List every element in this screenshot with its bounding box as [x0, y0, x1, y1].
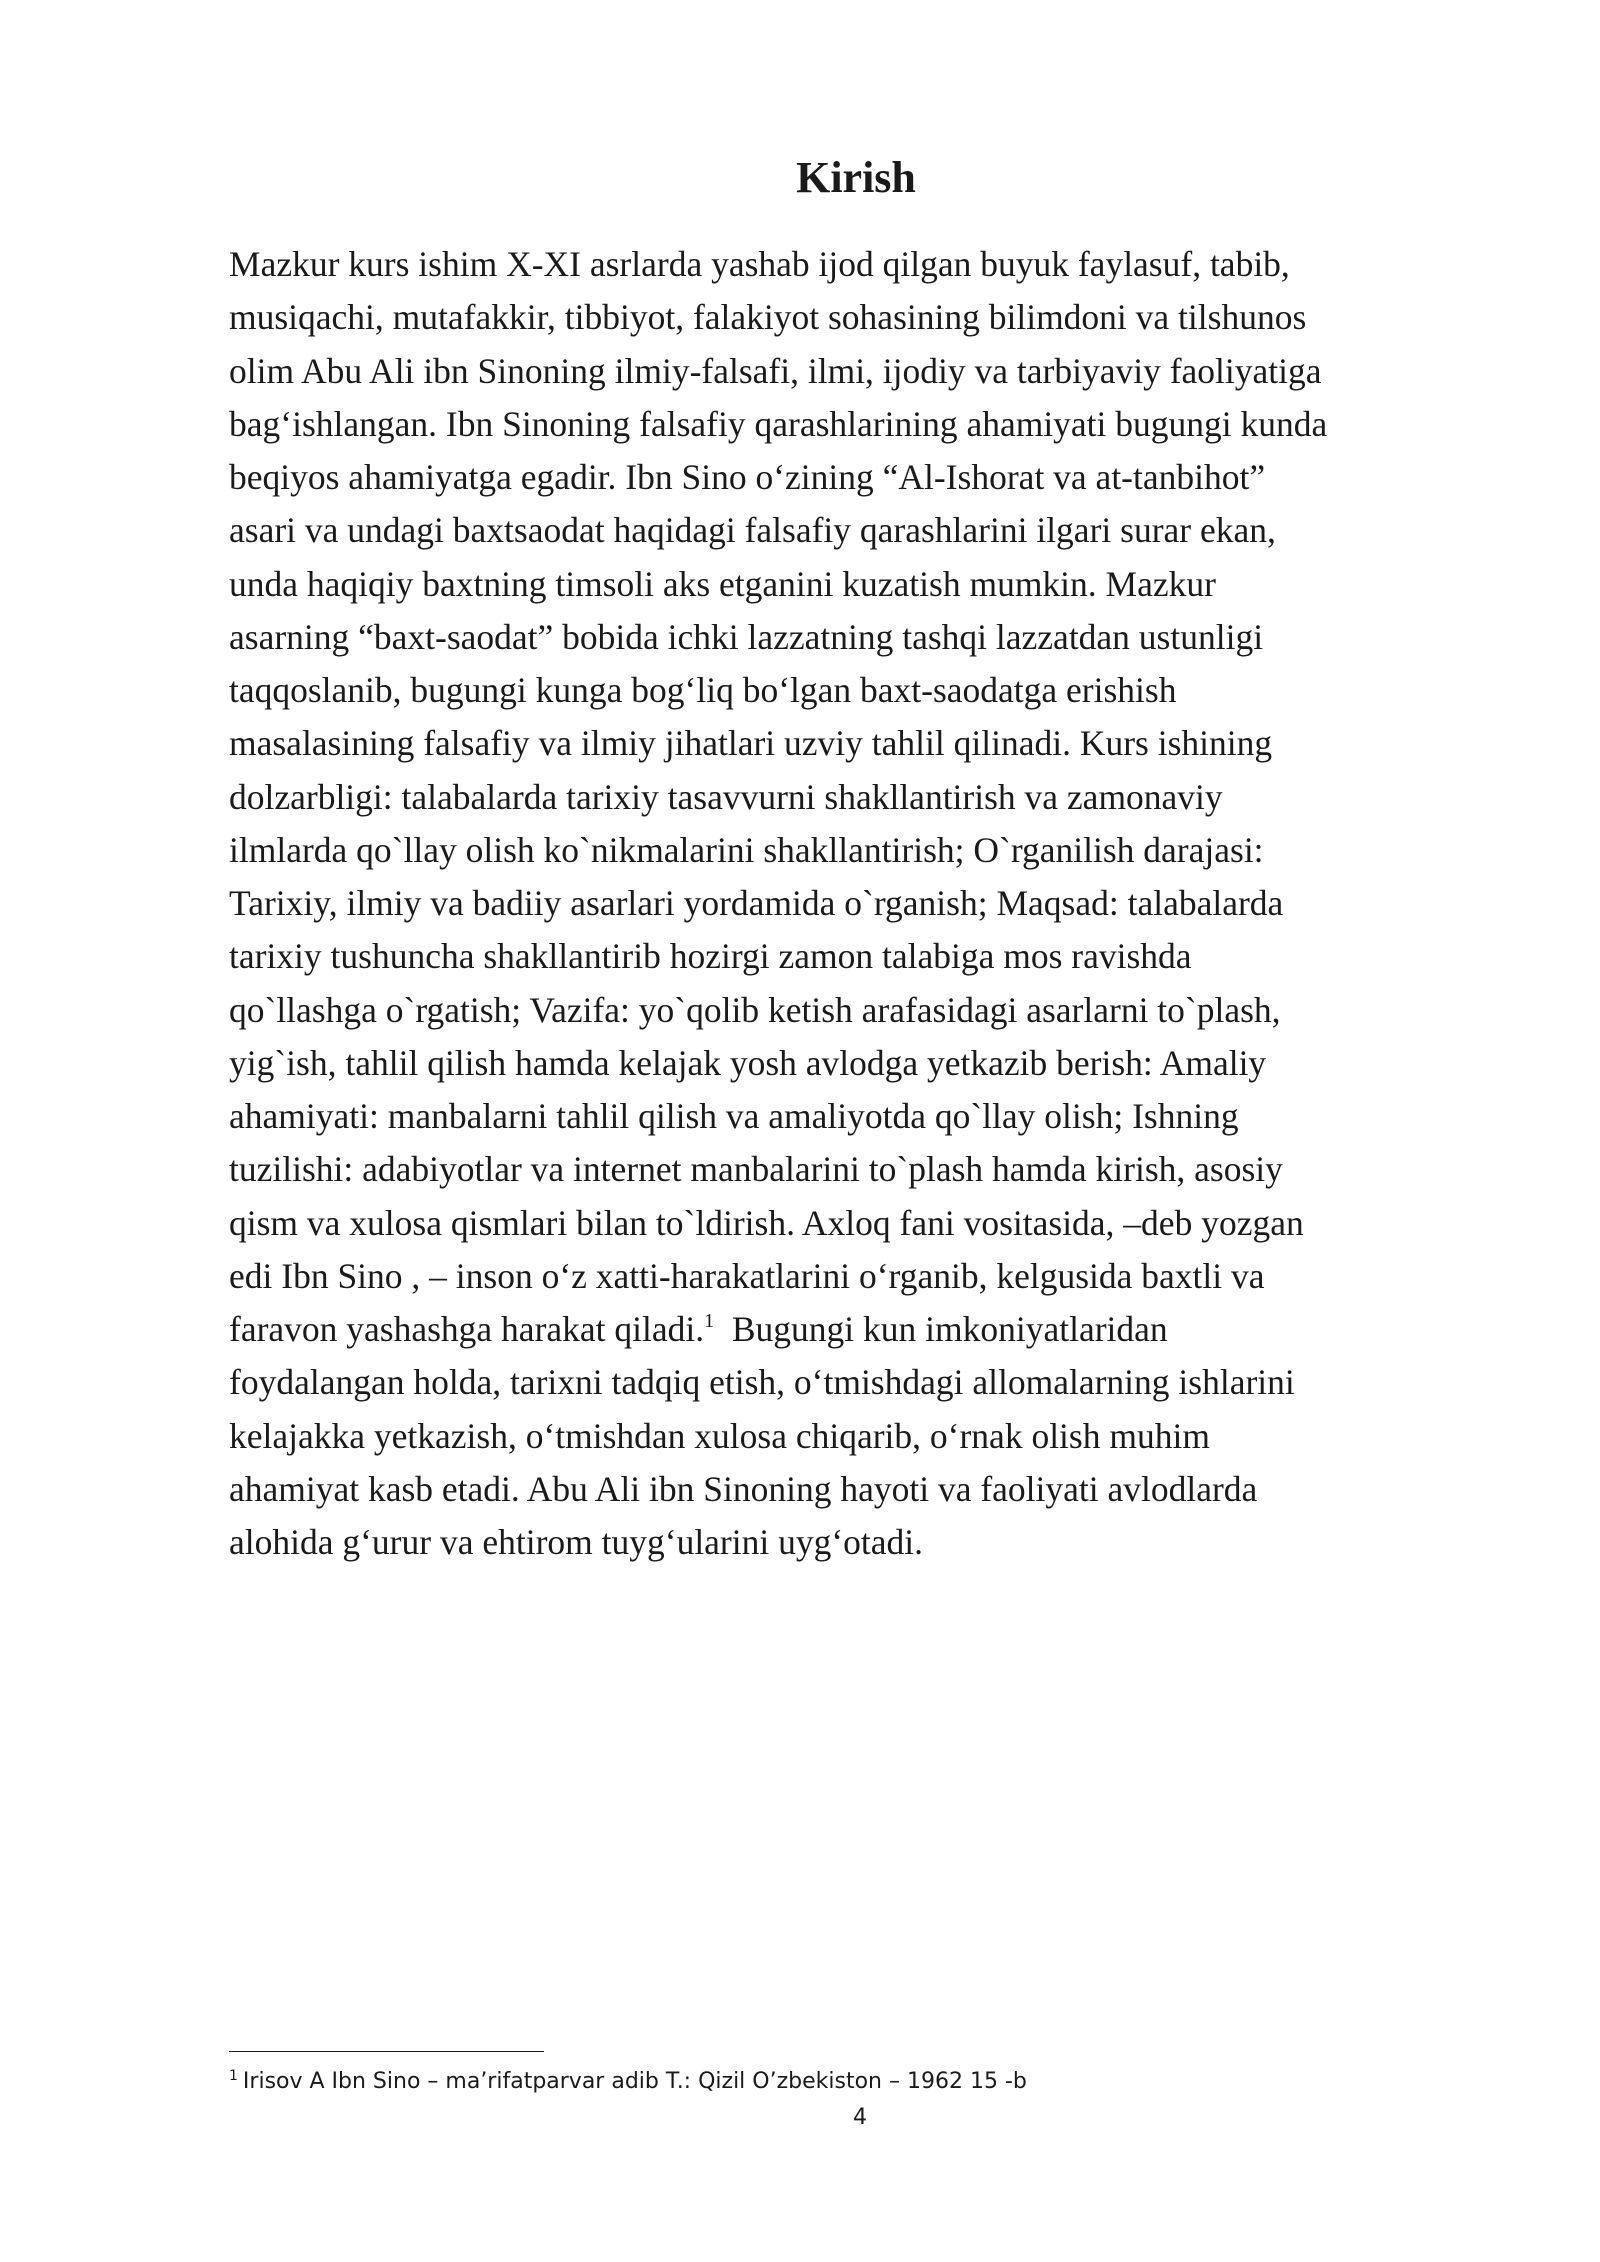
body-line: masalasining falsafiy va ilmiy jihatlari uzviy tahlil qilinadi. Kurs ishining	[229, 723, 1273, 764]
body-line: ahamiyat kasb etadi. Abu Ali ibn Sinoning hayoti va faoliyati avlodlarda	[229, 1468, 1258, 1509]
body-line: asarning “baxt-saodat” bobida ichki lazzatning tashqi lazzatdan ustunligi	[229, 616, 1264, 657]
page-title: Kirish	[796, 153, 916, 202]
body-line: Mazkur kurs ishim X-XI asrlarda yashab ijod qilgan buyuk faylasuf, tabib,	[229, 244, 1290, 284]
body-line: Tarixiy, ilmiy va badiiy asarlari yordamida o`rganish; Maqsad: talabalarda	[229, 883, 1284, 923]
footnote	[229, 2068, 1027, 2096]
body-line-segment: Bugungi kun imkoniyatlaridan	[714, 1309, 1168, 1349]
body-line: ilmlarda qo`llay olish ko`nikmalarini shakllantirish; O`rganilish darajasi:	[229, 829, 1264, 870]
footnote-reference[interactable]: 1	[704, 1310, 715, 1332]
body-line: edi Ibn Sino , – inson o‘z xatti-harakatlarini o‘rganib, kelgusida baxtli va	[229, 1255, 1265, 1296]
body-line: tuzilishi: adabiyotlar va internet manbalarini to`plash hamda kirish, asosiy	[229, 1149, 1283, 1190]
footnote-mark: 1	[229, 2068, 238, 2084]
footnote-text: Irisov A Ibn Sino – ma’rifatparvar adib T.: Qizil O’zbekiston – 1962 15 -b	[242, 2069, 1027, 2094]
body-line: dolzarbligi: talabalarda tarixiy tasavvurni shakllantirish va zamonaviy	[229, 776, 1223, 817]
body-line-with-footnote	[229, 1303, 1479, 1356]
body-line: kelajakka yetkazish, o‘tmishdan xulosa chiqarib, o‘rnak olish muhim	[229, 1415, 1210, 1456]
body-line: qism va xulosa qismlari bilan to`ldirish. Axloq fani vositasida, –deb yozgan	[229, 1202, 1304, 1243]
body-line: bag‘ishlangan. Ibn Sinoning falsafiy qarashlarining ahamiyati bugungi kunda	[229, 403, 1328, 444]
body-line: foydalangan holda, tarixni tadqiq etish, o‘tmishdagi allomalarning ishlarini	[229, 1362, 1295, 1403]
body-line: olim Abu Ali ibn Sinoning ilmiy-falsafi, ilmi, ijodiy va tarbiyaviy faoliyatiga	[229, 350, 1322, 391]
body-line: beqiyos ahamiyatga egadir. Ibn Sino o‘zining “Al-Ishorat va at-tanbihot”	[229, 457, 1266, 497]
body-line: asari va undagi baxtsaodat haqidagi falsafiy qarashlarini ilgari surar ekan,	[229, 510, 1276, 551]
body-line: tarixiy tushuncha shakllantirib hozirgi zamon talabiga mos ravishda	[229, 936, 1192, 977]
body-line: taqqoslanib, bugungi kunga bog‘liq bo‘lgan baxt-saodatga erishish	[229, 670, 1177, 710]
body-line: alohida g‘urur va ehtirom tuyg‘ularini uyg‘otadi.	[229, 1522, 924, 1562]
body-line: unda haqiqiy baxtning timsoli aks etganini kuzatish mumkin. Mazkur	[229, 563, 1216, 604]
body-line: ahamiyati: manbalarni tahlil qilish va amaliyotda qo`llay olish; Ishning	[229, 1096, 1239, 1136]
page-number: 4	[853, 2105, 867, 2130]
body-line: musiqachi, mutafakkir, tibbiyot, falakiyot sohasining bilimdoni va tilshunos	[229, 297, 1307, 338]
body-line-segment: faravon yashashga harakat qiladi.	[229, 1309, 705, 1349]
body-line: qo`llashga o`rgatish; Vazifa: yo`qolib ketish arafasidagi asarlarni to`plash,	[229, 989, 1281, 1030]
body-paragraph	[229, 238, 1479, 1569]
body-line: yig`ish, tahlil qilish hamda kelajak yosh avlodga yetkazib berish: Amaliy	[229, 1042, 1267, 1083]
footnote-separator	[229, 2051, 544, 2052]
